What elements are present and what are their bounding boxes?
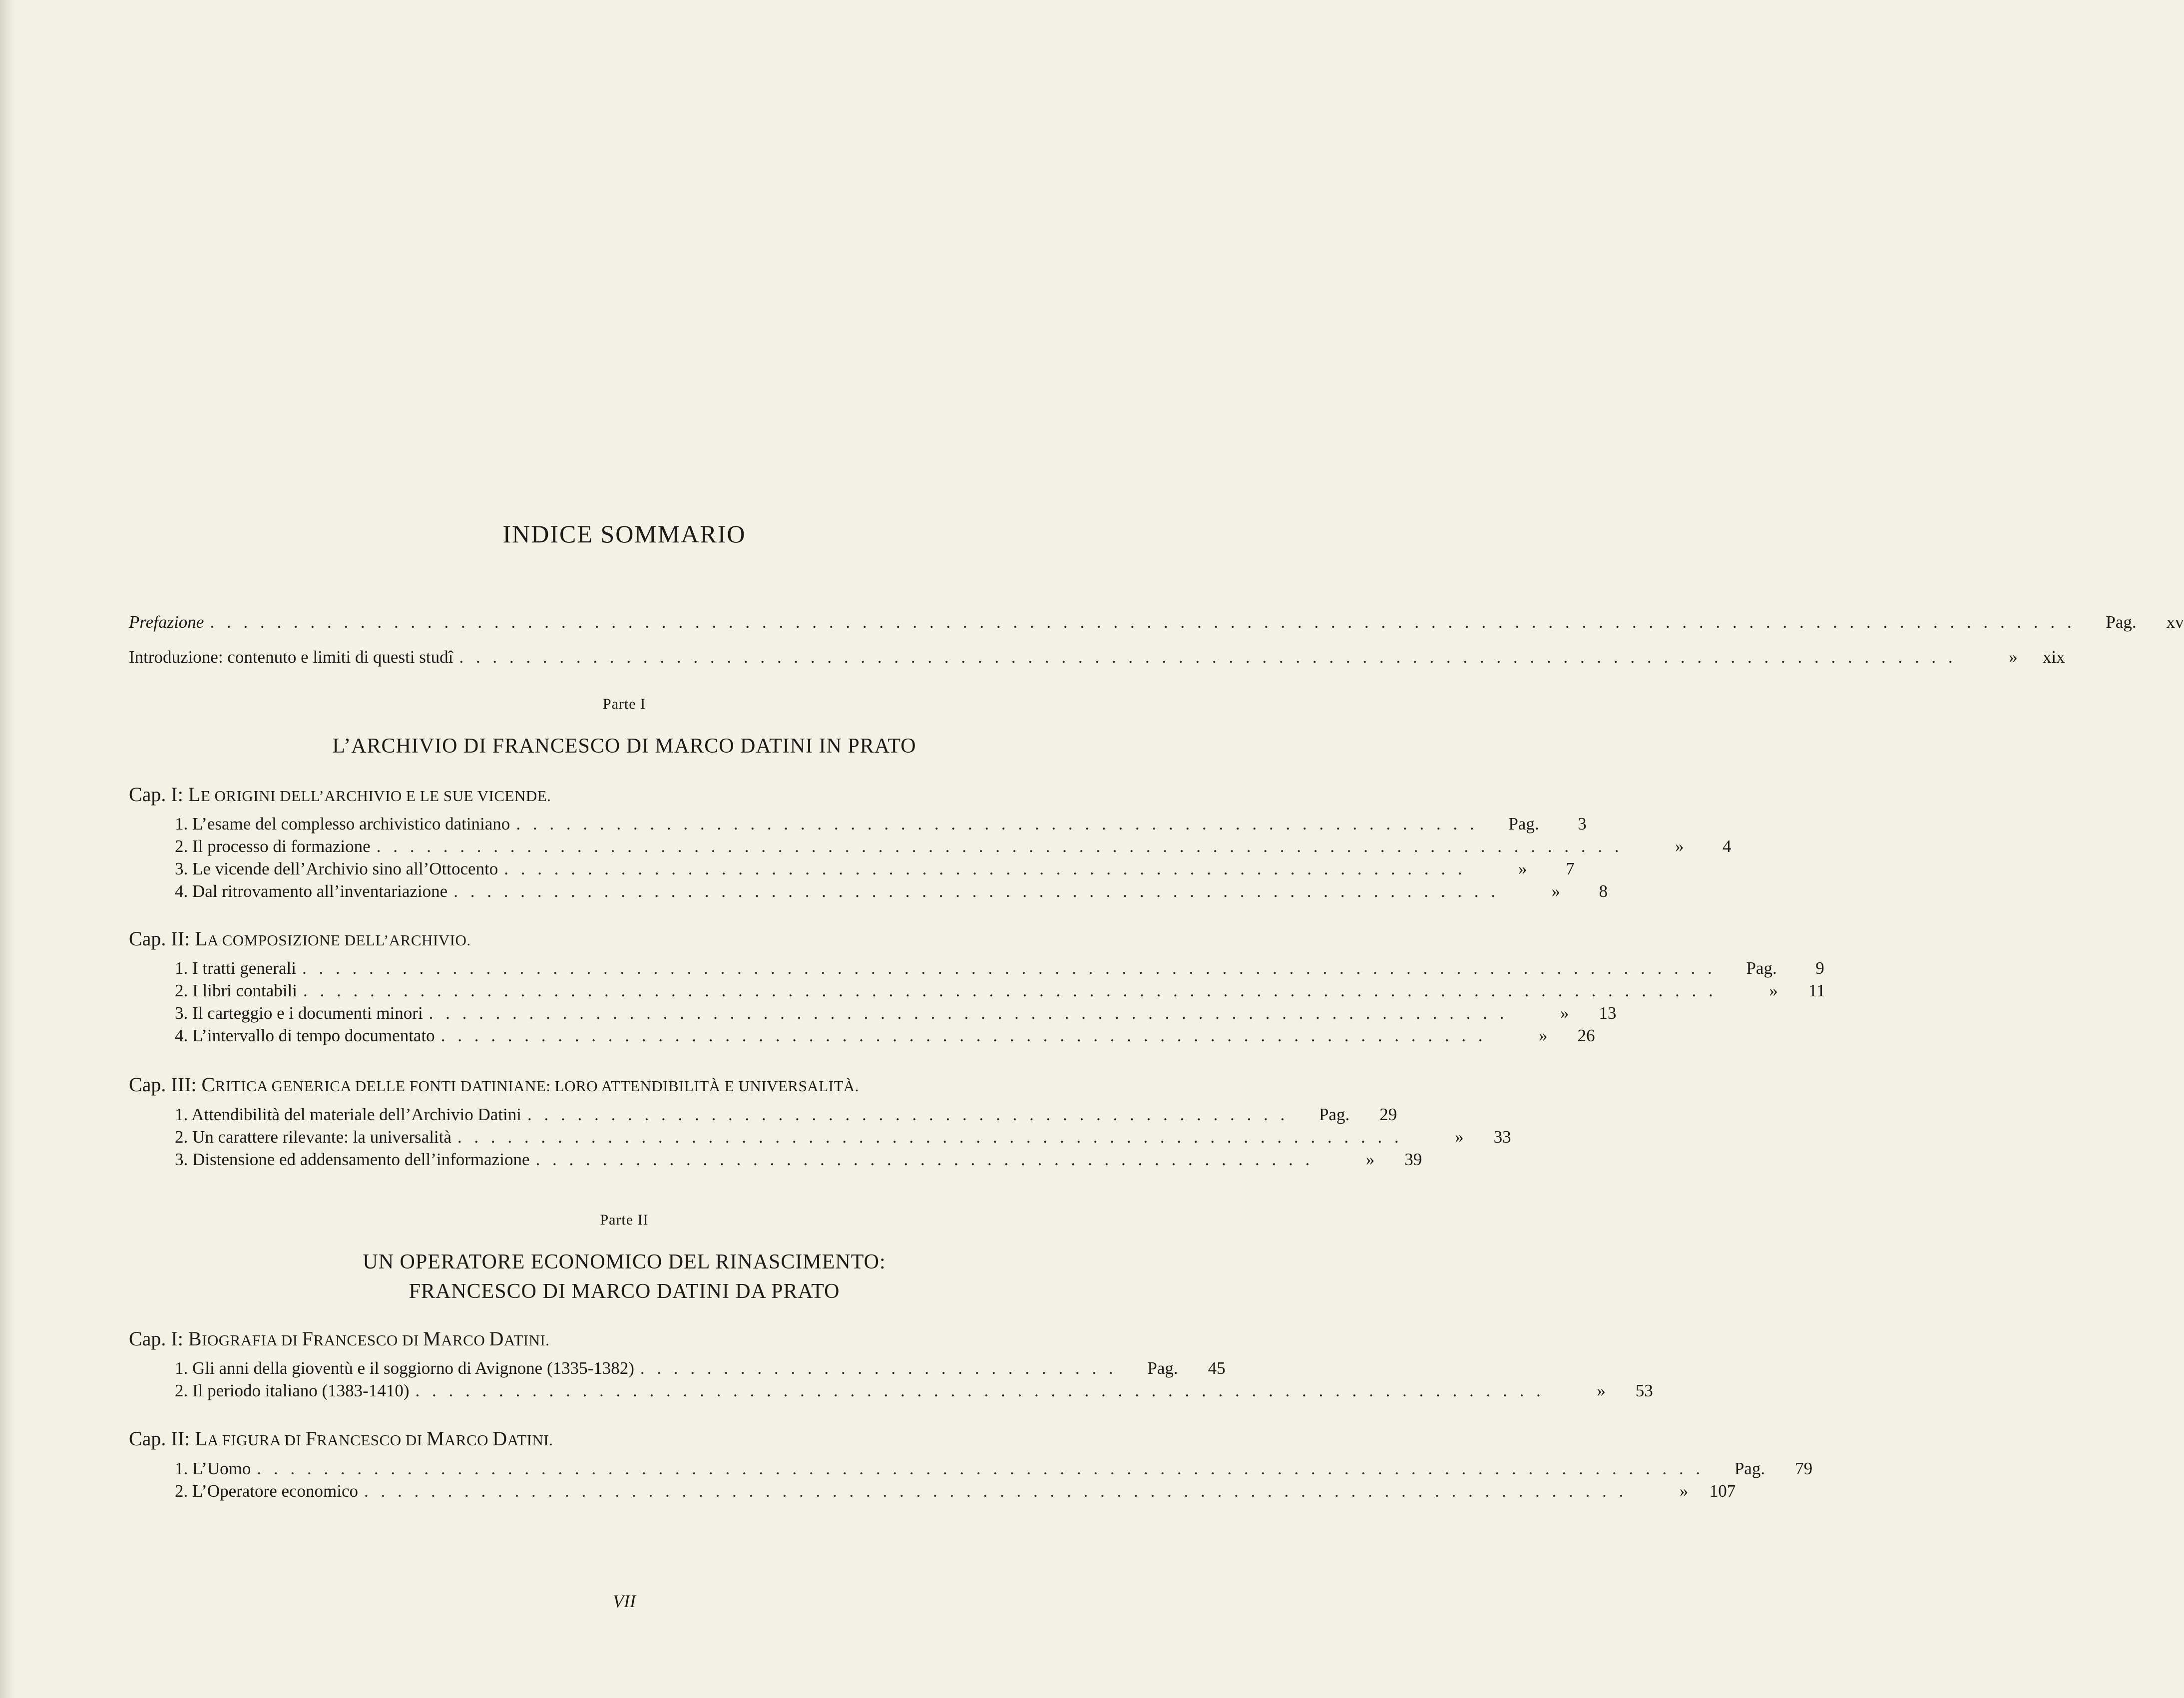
toc-entry-label: 4. L’intervallo di tempo documentato (175, 1026, 435, 1045)
toc-entry-page-number: 26 (1577, 1026, 1595, 1045)
toc-entry-pag: » (1551, 881, 1560, 901)
toc-entry-label: 2. Il processo di formazione (175, 837, 371, 856)
toc-entry (175, 980, 1825, 1002)
toc-entry (175, 858, 1575, 880)
toc-entry-label: 3. Il carteggio e i documenti minori (175, 1003, 423, 1023)
toc-entry-label: 1. I tratti generali (175, 958, 296, 978)
chapter-number: Cap. I: (129, 1327, 183, 1350)
dot-leader: . . . . . . . . . . . . . . . . . . . . . . . . . . . . . . . . . . . . . . . . . . . . . . . . . . . . . . . . . . . . . . . . . . . . . . . . . . . . . . . . . . . . . . . . . . (459, 647, 1957, 667)
toc-entry (175, 1380, 1653, 1402)
part-label: Parte II (600, 1212, 649, 1228)
toc-entry-pag: Pag. (1746, 958, 1777, 978)
chapter-number: Cap. I: (129, 783, 183, 806)
chapter-number: Cap. II: (129, 1427, 190, 1450)
toc-entry-page-number: 8 (1599, 881, 1608, 901)
toc-entry-label: 1. L’Uomo (175, 1459, 251, 1478)
dot-leader: . . . . . . . . . . . . . . . . . . . . . . . . . . . . . . . . . . . . . . . . . . . . . . . . . . . . . . . . . . (504, 859, 1466, 878)
toc-entry-page-number: 29 (1379, 1105, 1397, 1124)
chapter-number: Cap. III: (129, 1073, 197, 1096)
toc-entry (175, 1025, 1595, 1047)
part-label: Parte I (602, 696, 646, 712)
chapter-heading (129, 783, 551, 806)
chapter-title: CRITICA GENERICA DELLE FONTI DATINIANE: LORO ATTENDIBILITÀ E UNIVERSALITÀ. (201, 1073, 860, 1096)
toc-entry-label: 2. Il periodo italiano (1383-1410) (175, 1381, 410, 1400)
chapter-heading (129, 1327, 550, 1350)
dot-leader: . . . . . . . . . . . . . . . . . . . . . . . . . . . . . . . . . . . . . . . . . . . . . . . . . . . . . . . . . . . . . . . (440, 1026, 1487, 1045)
toc-entry (175, 1149, 1422, 1171)
toc-entry-page-number: xix (2042, 647, 2065, 667)
toc-entry-page-number: 3 (1578, 814, 1587, 834)
toc-entry-pag: » (2009, 647, 2018, 667)
toc-entry (175, 1357, 1226, 1379)
toc-entry-page-number: 33 (1493, 1127, 1511, 1147)
toc-entry-pag: » (1769, 981, 1778, 1000)
toc-entry-label: 2. Un carattere rilevante: la universalità (175, 1127, 451, 1147)
toc-entry-pag: Pag. (1508, 814, 1539, 834)
toc-entry-page-number: 11 (1808, 981, 1825, 1000)
toc-entry-pag: Pag. (1734, 1459, 1765, 1478)
toc-entry (175, 957, 1824, 979)
toc-entry-prefazione (129, 611, 2184, 633)
toc-entry-label: 3. Le vicende dell’Archivio sino all’Ottocento (175, 859, 498, 878)
toc-entry-page-number: 39 (1404, 1150, 1422, 1169)
dot-leader: . . . . . . . . . . . . . . . . . . . . . . . . . . . . . . . . . . . . . . . . . . . . . . . . . . . . . . . . . . . . . . . . . . . . . . . . . . . (376, 837, 1623, 856)
toc-entry-page-number: xv (2166, 612, 2184, 632)
toc-entry-page-number: 4 (1722, 837, 1732, 856)
page-edge-shadow (0, 0, 15, 1698)
toc-entry-pag: » (1365, 1150, 1375, 1169)
toc-entry-pag: » (1560, 1003, 1569, 1023)
part-title-line: FRANCESCO DI MARCO DATINI DA PRATO (409, 1280, 840, 1303)
toc-entry-label: 4. Dal ritrovamento all’inventariazione (175, 881, 448, 901)
toc-entry-pag: Pag. (1147, 1358, 1178, 1378)
part-title: L’ARCHIVIO DI FRANCESCO DI MARCO DATINI IN PRATO (332, 735, 916, 758)
chapter-heading (129, 1427, 553, 1450)
chapter-title: LA FIGURA DI FRANCESCO DI MARCO DATINI. (195, 1427, 553, 1450)
toc-entry-label: 1. Attendibilità del materiale dell’Archivio Datini (175, 1105, 521, 1124)
toc-entry-label: 2. I libri contabili (175, 981, 297, 1000)
toc-entry-pag: » (1455, 1127, 1464, 1147)
toc-entry (175, 1480, 1736, 1502)
dot-leader: . . . . . . . . . . . . . . . . . . . . . . . . . . . . . (640, 1358, 1117, 1378)
chapter-title: LA COMPOSIZIONE DELL’ARCHIVIO. (195, 927, 471, 950)
part-title-line: UN OPERATORE ECONOMICO DEL RINASCIMENTO: (363, 1251, 886, 1274)
toc-entry-label: 3. Distensione ed addensamento dell’informazione (175, 1150, 530, 1169)
toc-entry-pag: » (1675, 837, 1684, 856)
toc-entry (175, 880, 1608, 902)
dot-leader: . . . . . . . . . . . . . . . . . . . . . . . . . . . . . . . . . . . . . . . . . . . . . . . . . . . . . . . . . (457, 1127, 1403, 1147)
toc-entry-page-number: 45 (1208, 1358, 1226, 1378)
toc-entry (175, 836, 1732, 857)
toc-entry-pag: » (1597, 1381, 1606, 1400)
toc-entry-introduzione (129, 646, 2065, 668)
dot-leader: . . . . . . . . . . . . . . . . . . . . . . . . . . . . . . . . . . . . . . . . . . . . . . . . . . . . . . . . . . . . . . . . . . . . . . . . . . . . . . . . . . . . . (303, 981, 1717, 1000)
toc-entry-page-number: 9 (1815, 958, 1824, 978)
toc-entry-page-number: 7 (1566, 859, 1575, 878)
toc-entry-pag: Pag. (2106, 612, 2137, 632)
dot-leader: . . . . . . . . . . . . . . . . . . . . . . . . . . . . . . . . . . . . . . . . . . . . . . . . . . . . . . . . . . . . . . . . . . . . . . . . . . . . . . . . . . . . . . . (257, 1459, 1705, 1478)
dot-leader: . . . . . . . . . . . . . . . . . . . . . . . . . . . . . . . . . . . . . . . . . . . . . . . . . . . . . . . . . . . . . . . (453, 881, 1499, 901)
toc-entry-label: 1. Gli anni della gioventù e il soggiorno di Avignone (1335-1382) (175, 1358, 634, 1378)
dot-leader: . . . . . . . . . . . . . . . . . . . . . . . . . . . . . . . . . . . . . . . . . . . . . . . (535, 1150, 1314, 1169)
toc-entry-page-number: 107 (1709, 1481, 1736, 1501)
page-title: INDICE SOMMARIO (502, 520, 746, 548)
toc-entry-page-number: 53 (1635, 1381, 1653, 1400)
toc-entry-label: 1. L’esame del complesso archivistico datiniano (175, 814, 510, 834)
chapter-heading (129, 927, 471, 950)
chapter-heading (129, 1073, 859, 1096)
dot-leader: . . . . . . . . . . . . . . . . . . . . . . . . . . . . . . . . . . . . . . . . . . . . . . . . . . . . . . . . . . . . . . . . . . . . . . . . . . . . . . . . . . . . . . . . . . . . . . . . . . . . . . . . . . . . . . . . (210, 612, 2076, 632)
toc-entry-label: 2. L’Operatore economico (175, 1481, 359, 1501)
dot-leader: . . . . . . . . . . . . . . . . . . . . . . . . . . . . . . . . . . . . . . . . . . . . . . . . . . . . . . . . . . . . . . . . . (429, 1003, 1508, 1023)
toc-entry-pag: Pag. (1318, 1105, 1350, 1124)
page-folio: VII (613, 1591, 636, 1611)
toc-entry-label: Prefazione (129, 612, 204, 632)
chapter-title: BIOGRAFIA DI FRANCESCO DI MARCO DATINI. (188, 1327, 550, 1350)
dot-leader: . . . . . . . . . . . . . . . . . . . . . . . . . . . . . . . . . . . . . . . . . . . . . . . . . . . . . . . . . . . . . . . . . . . . . . . . . . . . (364, 1481, 1628, 1501)
toc-entry (175, 1458, 1813, 1480)
toc-entry-pag: » (1518, 859, 1527, 878)
chapter-title: LE ORIGINI DELL’ARCHIVIO E LE SUE VICENDE. (188, 783, 551, 806)
chapter-number: Cap. II: (129, 927, 190, 950)
toc-entry-pag: » (1679, 1481, 1689, 1501)
dot-leader: . . . . . . . . . . . . . . . . . . . . . . . . . . . . . . . . . . . . . . . . . . . . . . (527, 1105, 1289, 1124)
toc-entry-page-number: 79 (1795, 1459, 1813, 1478)
toc-entry-pag: » (1538, 1026, 1548, 1045)
dot-leader: . . . . . . . . . . . . . . . . . . . . . . . . . . . . . . . . . . . . . . . . . . . . . . . . . . . . . . . . . . (516, 814, 1478, 834)
dot-leader: . . . . . . . . . . . . . . . . . . . . . . . . . . . . . . . . . . . . . . . . . . . . . . . . . . . . . . . . . . . . . . . . . . . . (415, 1381, 1545, 1400)
toc-entry (175, 1002, 1617, 1024)
toc-entry-label: Introduzione: contenuto e limiti di questi studî (129, 647, 453, 667)
toc-entry (175, 1104, 1397, 1126)
dot-leader: . . . . . . . . . . . . . . . . . . . . . . . . . . . . . . . . . . . . . . . . . . . . . . . . . . . . . . . . . . . . . . . . . . . . . . . . . . . . . . . . . . . . . (302, 958, 1716, 978)
toc-entry-page-number: 13 (1599, 1003, 1617, 1023)
toc-entry (175, 813, 1587, 835)
toc-entry (175, 1126, 1511, 1148)
